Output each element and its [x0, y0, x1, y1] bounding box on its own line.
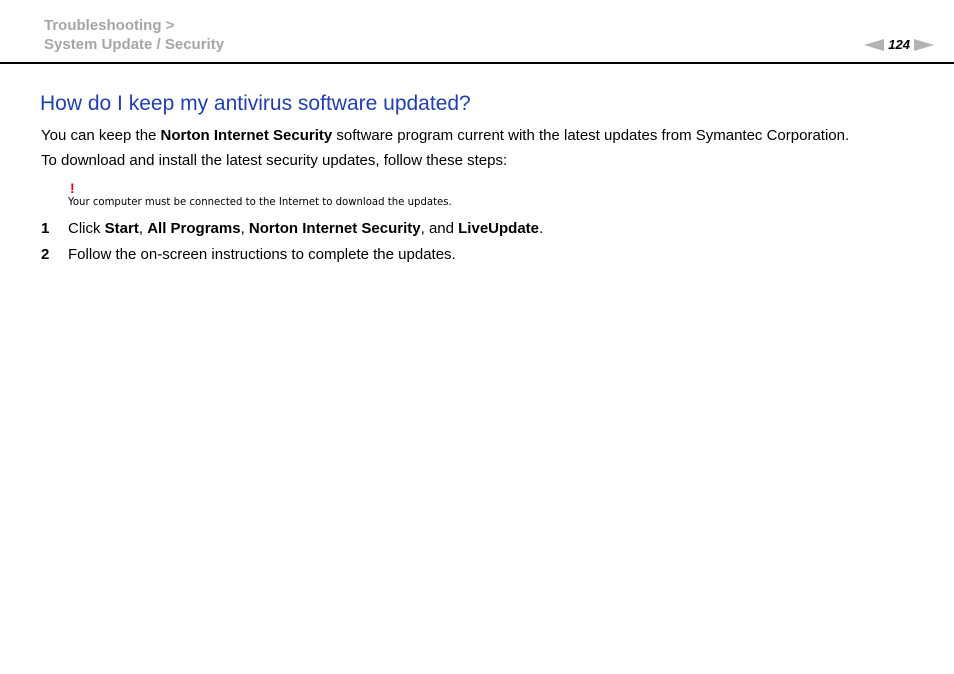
header-divider [0, 62, 954, 64]
step-text: Click [68, 220, 105, 237]
step-text: . [539, 220, 544, 237]
breadcrumb-section[interactable]: Troubleshooting > [44, 17, 175, 34]
instructions-paragraph: To download and install the latest security updates, follow these steps: [41, 152, 508, 169]
menu-liveupdate: LiveUpdate [458, 220, 539, 237]
note-text: Your computer must be connected to the Internet to download the updates. [68, 195, 452, 208]
intro-paragraph [41, 127, 849, 144]
breadcrumb-subsection[interactable]: System Update / Security [44, 36, 225, 53]
menu-all-programs: All Programs [147, 220, 241, 237]
menu-norton: Norton Internet Security [248, 220, 421, 237]
intro-text: You can keep the [41, 127, 161, 144]
page-number: 124 [888, 37, 910, 52]
menu-start: Start [104, 220, 139, 237]
breadcrumb [44, 16, 224, 54]
product-name: Norton Internet Security [160, 127, 333, 144]
step-item [41, 220, 543, 237]
next-page-arrow-icon[interactable] [914, 39, 934, 51]
step-text: , [138, 220, 148, 237]
step-text: , [240, 220, 249, 237]
warning-icon: ! [70, 180, 75, 196]
step-number: 1 [41, 220, 50, 237]
step-item [41, 246, 456, 263]
intro-text-rest: software program current with the latest updates from Symantec Corporation. [332, 127, 850, 144]
page-navigation [864, 37, 934, 52]
step-text: Follow the on-screen instructions to complete the updates. [68, 246, 456, 263]
prev-page-arrow-icon[interactable] [864, 39, 884, 51]
page-title: How do I keep my antivirus software updated? [40, 92, 471, 115]
step-text: , and [420, 220, 459, 237]
step-number: 2 [41, 246, 50, 263]
